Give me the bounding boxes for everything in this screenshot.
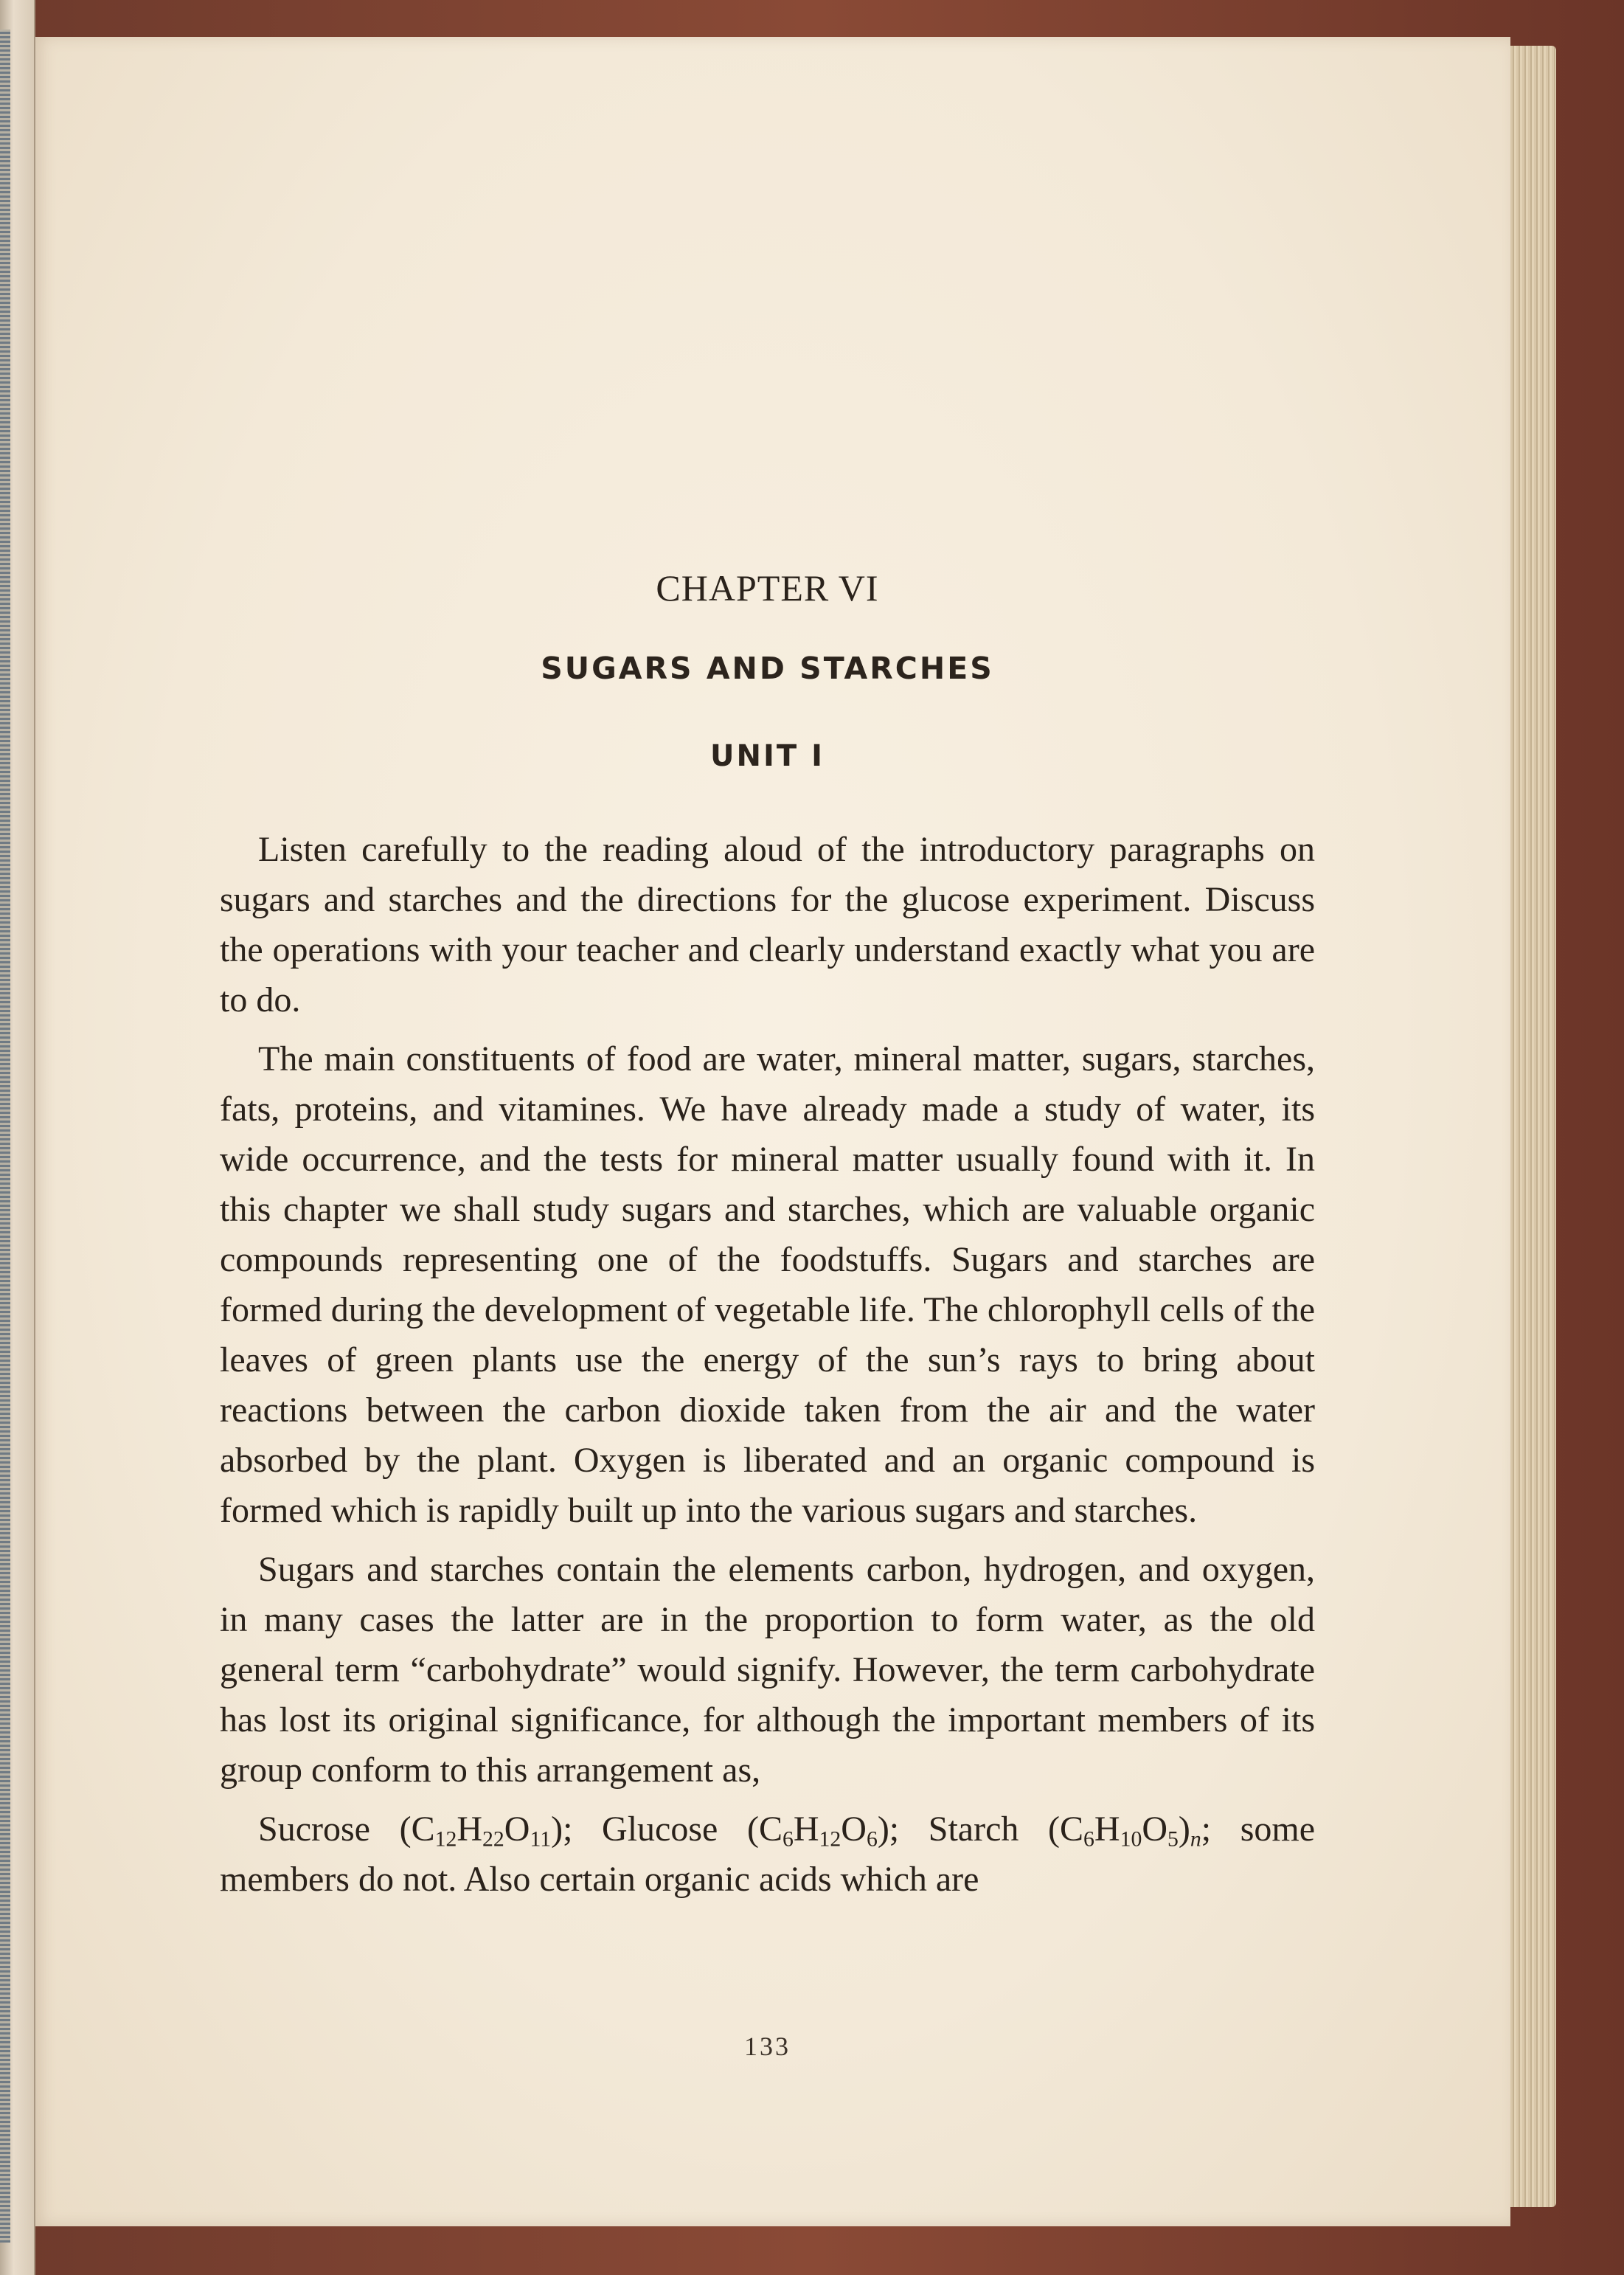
- paragraph-constituents: The main constituents of food are water, mineral matter, sugars, starches, fats, proteins, and vitamines. We have already made a study of water, its wide occurrence, and the tests for mineral matter usually found with it. In this chapter we shall study sugars and starches, which are valuable organic compounds representing one of the foodstuffs. Sugars and starches are formed during the development of vegetable life. The chlorophyll cells of the leaves of green plants use the energy of the sun’s rays to bring about reactions between the carbon dioxide taken from the air and the water absorbed by the plant. Oxygen is liberated and an organic compound is formed which is rapidly built up into the various sugars and starches.: [220, 1039, 1315, 1530]
- page-edges: [1505, 46, 1556, 2207]
- paragraph-formulas: [220, 1804, 1315, 1905]
- page-number: 133: [744, 2032, 791, 2061]
- page-content: [220, 567, 1316, 2061]
- chapter-title: SUGARS AND STARCHES: [541, 651, 994, 686]
- starch-formula: $(C_6H_{10}O_5)_n$;: [1048, 1810, 1212, 1852]
- formula-continuation: some members do not. Also certain organic acids which are: [220, 1810, 1316, 1899]
- book-page: [35, 37, 1510, 2226]
- sucrose-formula: $(C_{12}H_{22}O_{11})$;: [399, 1810, 573, 1852]
- starch-label: Starch: [928, 1810, 1019, 1849]
- paragraph-carbohydrates: Sugars and starches contain the elements carbon, hydrogen, and oxygen, in many cases the latter are in the proportion to form water, as the old general term “carbohydrate” would signify. However, the term carbohydrate has lost its original significance, for although the important members of its group conform to this arrangement as,: [220, 1550, 1315, 1790]
- spine-cloth-texture: [0, 30, 10, 2243]
- glucose-formula: $(C_6H_{12}O_6)$;: [746, 1810, 900, 1852]
- unit-heading: UNIT I: [710, 739, 825, 773]
- paragraph-intro: Listen carefully to the reading aloud of the introductory paragraphs on sugars and starches and the directions for the glucose experiment. Discuss the operations with your teacher and clearly understand exactly what you are to do.: [220, 830, 1315, 1019]
- book-spine: [0, 0, 35, 2275]
- sucrose-label: Sucrose: [258, 1810, 370, 1849]
- chapter-heading: CHAPTER VI: [656, 567, 879, 609]
- glucose-label: Glucose: [602, 1810, 718, 1849]
